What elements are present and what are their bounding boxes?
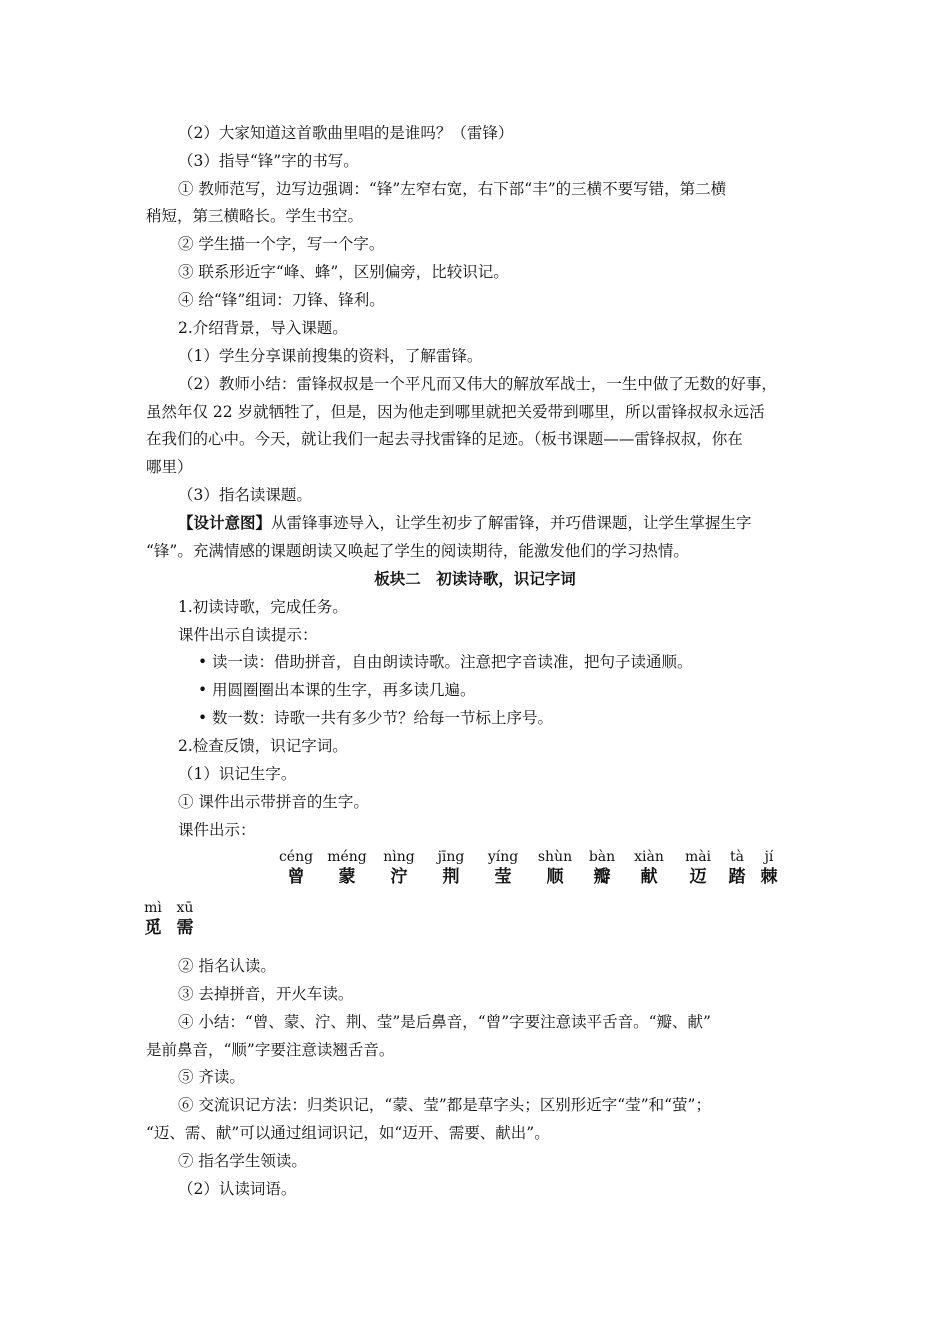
hanzi: 棘 (760, 867, 778, 887)
text-line: 稍短，第三横略长。学生书空。 (146, 207, 364, 225)
text-line: 1.初读诗歌，完成任务。 (178, 598, 348, 616)
hanzi: 瓣 (593, 867, 611, 887)
text-line: “锋”。充满情感的课题朗读又唤起了学生的阅读期待，能激发他们的学习热情。 (146, 542, 689, 560)
text-line: 2.介绍背景，导入课题。 (178, 319, 348, 337)
text-line: ③ 去掉拼音，开火车读。 (178, 985, 354, 1003)
hanzi: 踏 (728, 867, 746, 887)
text-line: ⑤ 齐读。 (178, 1068, 245, 1086)
pinyin: yíng (487, 849, 519, 865)
text-line: （1）学生分享课前搜集的资料，了解雷锋。 (178, 347, 483, 365)
pinyin: céng (278, 849, 314, 865)
text-line: （3）指名读课题。 (178, 486, 312, 504)
bullet-item (198, 680, 476, 700)
text-line: ② 指名认读。 (178, 957, 276, 975)
text-line: （2）大家知道这首歌曲里唱的是谁吗？（雷锋） (178, 124, 514, 142)
pinyin: xiàn (634, 849, 664, 865)
hanzi: 迈 (689, 867, 707, 887)
bullet-icon: • (198, 681, 208, 699)
text-line: ② 学生描一个字，写一个字。 (178, 235, 385, 253)
text-line: “迈、需、献”可以通过组词识记，如“迈开、需要、献出”。 (146, 1124, 550, 1142)
text-line: 哪里） (146, 458, 193, 476)
pinyin: jí (764, 849, 774, 865)
text-line: （2）教师小结：雷锋叔叔是一个平凡而又伟大的解放军战士，一生中做了无数的好事， (178, 375, 777, 393)
text-line: ⑥ 交流识记方法：归类识记，“蒙、莹”都是草字头；区别形近字“莹”和“萤”； (178, 1096, 711, 1114)
hanzi: 蒙 (338, 867, 356, 887)
text-line: 2.检查反馈，识记字词。 (178, 737, 348, 755)
bullet-text: 读一读：借助拼音，自由朗读诗歌。注意把字音读准，把句子读通顺。 (212, 653, 693, 671)
text-line: 课件出示自读提示： (178, 626, 318, 644)
bullet-icon: • (198, 653, 208, 671)
design-intent-label: 【设计意图】 (178, 513, 272, 532)
pinyin: bàn (588, 849, 616, 865)
bullet-text: 用圆圈圈出本课的生字，再多读几遍。 (212, 681, 476, 699)
hanzi: 泞 (390, 867, 408, 887)
bullet-icon: • (198, 709, 208, 727)
hanzi: 曾 (287, 867, 305, 887)
text-line: （3）指导“锋”字的书写。 (178, 152, 359, 170)
text-line: ① 课件出示带拼音的生字。 (178, 793, 369, 811)
pinyin: shùn (537, 849, 573, 865)
text-line: ③ 联系形近字“峰、蜂”，区别偏旁，比较识记。 (178, 263, 509, 281)
text-line: ④ 给“锋”组词：刀锋、锋利。 (178, 291, 385, 309)
hanzi: 觅 (144, 918, 162, 938)
text-line: ④ 小结：“曾、蒙、泞、荆、莹”是后鼻音，“曾”字要注意读平舌音。“瓣、献” (178, 1013, 711, 1031)
pinyin: méng (327, 849, 367, 865)
hanzi: 需 (176, 918, 194, 938)
hanzi: 顺 (546, 867, 564, 887)
hanzi: 莹 (494, 867, 512, 887)
text-line: 是前鼻音，“顺”字要注意读翘舌音。 (146, 1041, 395, 1059)
pinyin: xū (176, 900, 194, 916)
pinyin: tà (730, 849, 744, 865)
text-line: （2）认读词语。 (178, 1180, 297, 1198)
pinyin: mì (144, 900, 162, 916)
hanzi: 荆 (442, 867, 460, 887)
text-line: 课件出示： (178, 821, 256, 839)
bullet-item (198, 708, 553, 728)
bullet-item (198, 652, 693, 672)
text-line: 在我们的心中。今天，就让我们一起去寻找雷锋的足迹。（板书课题——雷锋叔叔，你在 (146, 430, 743, 448)
text-line: ① 教师范写，边写边强调：“锋”左窄右宽，右下部“丰”的三横不要写错，第二横 (178, 180, 727, 198)
design-intent-text: 从雷锋事迹导入，让学生初步了解雷锋，并巧借课题，让学生掌握生字 (271, 514, 752, 532)
hanzi: 献 (640, 867, 658, 887)
design-intent-paragraph (178, 513, 752, 533)
text-line: ⑦ 指名学生领读。 (178, 1152, 307, 1170)
pinyin: mài (684, 849, 712, 865)
section-heading: 板块二 初读诗歌，识记字词 (374, 569, 576, 588)
pinyin: nìng (383, 849, 415, 865)
text-line: （1）识记生字。 (178, 765, 297, 783)
text-line: 虽然年仅 22 岁就牺牲了，但是，因为他走到哪里就把关爱带到哪里，所以雷锋叔叔永远活 (146, 403, 765, 421)
pinyin: jīng (437, 849, 465, 865)
bullet-text: 数一数：诗歌一共有多少节？给每一节标上序号。 (212, 709, 554, 727)
